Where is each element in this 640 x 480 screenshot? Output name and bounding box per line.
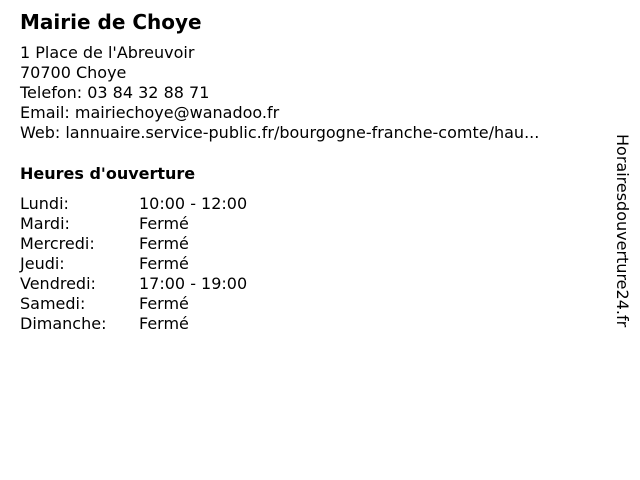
day-label: Jeudi: [20,254,65,273]
day-label: Mardi: [20,214,70,233]
address-line1: 1 Place de l'Abreuvoir [20,43,195,62]
time-value: Fermé [139,314,189,333]
day-label: Vendredi: [20,274,96,293]
time-value: Fermé [139,254,189,273]
page-title: Mairie de Choye [20,10,202,34]
address-line2: 70700 Choye [20,63,127,82]
hours-row-tuesday [20,214,247,234]
time-value: Fermé [139,234,189,253]
phone-text: Telefon: 03 84 32 88 71 [20,83,210,102]
hours-table [20,194,247,334]
time-value: 10:00 - 12:00 [139,194,248,213]
hours-row-monday [20,194,247,214]
hours-row-sunday [20,314,247,334]
hours-row-saturday [20,294,247,314]
web-text: Web: lannuaire.service-public.fr/bourgogne-franche-comte/hau... [20,123,540,142]
contact-info [20,43,539,143]
time-value: Fermé [139,214,189,233]
site-watermark: Horairesdouverture24.fr [613,134,632,328]
day-label: Mercredi: [20,234,95,253]
day-label: Samedi: [20,294,86,313]
hours-row-friday [20,274,247,294]
day-label: Lundi: [20,194,69,213]
email-text: Email: mairiechoye@wanadoo.fr [20,103,280,122]
hours-heading: Heures d'ouverture [20,164,196,183]
time-value: Fermé [139,294,189,313]
hours-row-wednesday [20,234,247,254]
day-label: Dimanche: [20,314,107,333]
hours-row-thursday [20,254,247,274]
time-value: 17:00 - 19:00 [139,274,248,293]
